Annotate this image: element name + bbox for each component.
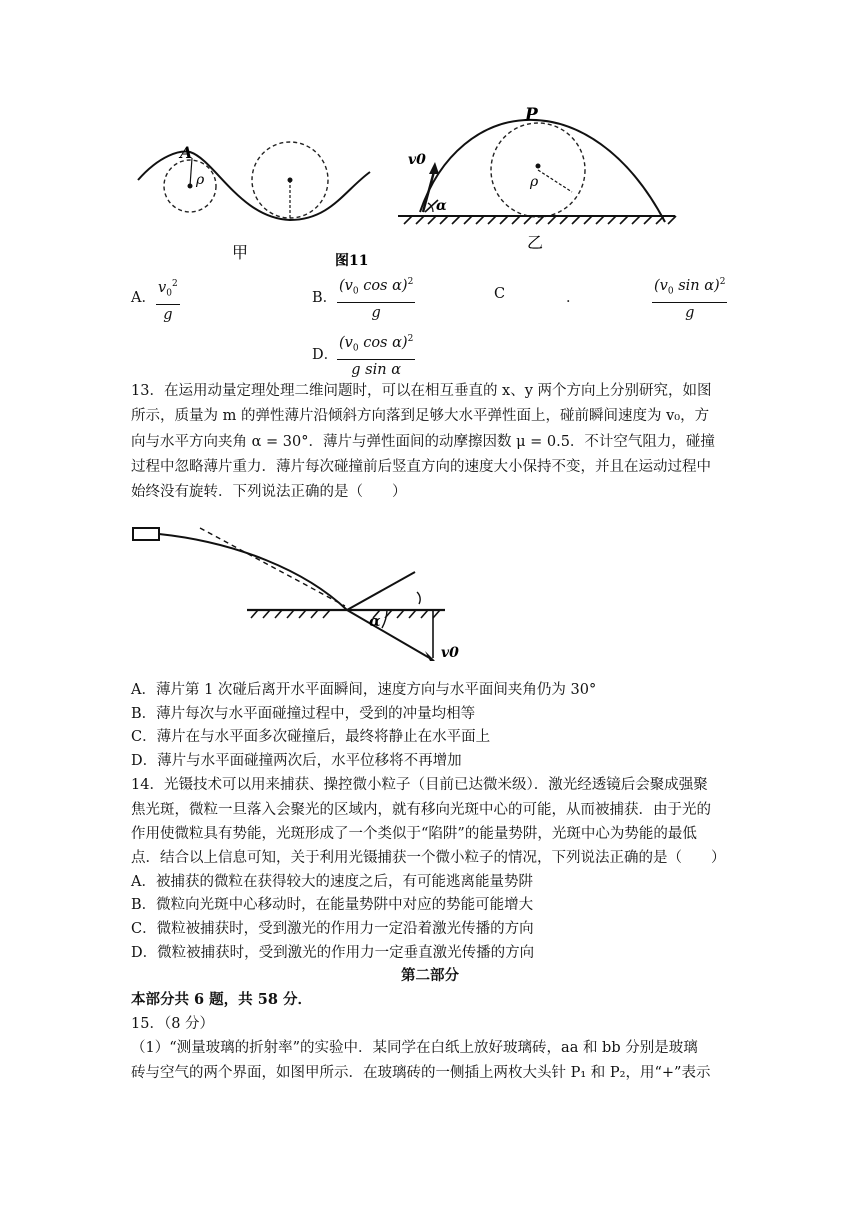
fig-v0: v0 <box>441 645 459 661</box>
q13-option-B: B．薄片每次与水平面碰撞过程中，受到的冲量均相等 <box>131 706 476 722</box>
q14-line-1: 14．光镊技术可以用来捕获、操控微小粒子（目前已达微米级）．激光经透镜后会聚成强聚 <box>131 777 708 793</box>
label-rho-left: ρ <box>196 172 205 188</box>
option-D-formula: $\frac{(v_0 \cos \alpha)^2}{\text{g sin α}}$ <box>337 329 415 380</box>
figure-thin-plate <box>125 520 485 670</box>
q14-option-D: D．微粒被捕获时，受到激光的作用力一定垂直激光传播的方向 <box>131 945 535 961</box>
option-A-label: A． <box>131 290 156 306</box>
q13-option-D: D．薄片与水平面碰撞两次后，水平位移将不再增加 <box>131 753 462 769</box>
q13-line-4: 过程中忽略薄片重力．薄片每次碰撞前后竖直方向的速度大小保持不变，并且在运动过程中 <box>131 459 711 475</box>
v0-vector <box>347 610 433 660</box>
q14-option-B: B．微粒向光斑中心移动时，在能量势阱中对应的势能可能增大 <box>131 897 534 913</box>
label-tu: 图11 <box>335 253 369 269</box>
q15-head: 15．（8 分） <box>131 1016 215 1032</box>
part2-subtitle: 本部分共 6 题，共 58 分． <box>131 991 312 1008</box>
q13-option-A: A．薄片第 1 次碰后离开水平面瞬间，速度方向与水平面间夹角仍为 30° <box>131 682 597 698</box>
q15-line-2: 砖与空气的两个界面，如图甲所示．在玻璃砖的一侧插上两枚大头针 P₁ 和 P₂，用“+”表示 <box>131 1065 711 1081</box>
label-rho-right: ρ <box>530 174 539 190</box>
option-A-formula: $\frac{v_0^2}{g}$ <box>156 274 180 325</box>
q14-line-3: 作用使微粒具有势能，光斑形成了一个类似于“陷阱”的能量势阱，光斑中心为势能的最低 <box>131 826 697 842</box>
tangent-dashed <box>200 528 345 606</box>
label-alpha: α <box>436 198 447 214</box>
label-jia: 甲 <box>232 243 249 262</box>
q15-line-1: （1）“测量玻璃的折射率”的实验中．某同学在白纸上放好玻璃砖，aa 和 bb 分别是玻璃 <box>131 1040 698 1056</box>
incoming-path <box>159 534 347 610</box>
q13-line-2: 所示，质量为 m 的弹性薄片沿倾斜方向落到足够大水平弹性面上，碰前瞬间速度为 v₀，方 <box>131 408 710 424</box>
figure-curvature <box>120 100 720 269</box>
q14-option-A: A．被捕获的微粒在获得较大的速度之后，有可能逃离能量势阱 <box>131 874 533 890</box>
part2-title: 第二部分 <box>401 967 459 984</box>
option-B-formula: $\frac{(v_0 \cos \alpha)^2}{g}$ <box>337 272 415 323</box>
q13-line-1: 13．在运用动量定理处理二维问题时，可以在相互垂直的 x、y 两个方向上分别研究，如图 <box>131 383 712 399</box>
option-C-dot: ． <box>566 290 581 306</box>
q13-line-3: 向与水平方向夹角 α = 30°．薄片与弹性面间的动摩擦因数 μ = 0.5．不计空气阻力，碰撞 <box>131 434 715 450</box>
rebound-line <box>347 572 415 610</box>
option-D-label: D． <box>312 347 339 363</box>
q13-option-C: C．薄片在与水平面多次碰撞后，最终将静止在水平面上 <box>131 729 491 745</box>
wave-curve <box>138 152 370 220</box>
option-B-label: B． <box>312 290 338 306</box>
q14-line-4: 点．结合以上信息可知，关于利用光镊捕获一个微小粒子的情况，下列说法正确的是（ ） <box>131 850 726 866</box>
q14-option-C: C．微粒被捕获时，受到激光的作用力一定沿着激光传播的方向 <box>131 921 534 937</box>
plate-block <box>133 528 159 540</box>
projectile-arc <box>420 120 665 222</box>
fig-alpha: α <box>369 612 381 630</box>
label-P: P <box>525 105 538 125</box>
option-C-formula: $\frac{(v_0 \sin \alpha)^2}{g}$ <box>652 272 727 323</box>
option-C-label: C <box>494 286 506 302</box>
label-A: A <box>180 143 193 162</box>
q13-line-5: 始终没有旋转．下列说法正确的是（ ） <box>131 484 407 500</box>
label-yi: 乙 <box>527 233 544 252</box>
label-v0: v0 <box>408 152 426 168</box>
q14-line-2: 焦光斑，微粒一旦落入会聚光的区域内，就有移向光斑中心的可能，从而被捕获．由于光的 <box>131 802 711 818</box>
